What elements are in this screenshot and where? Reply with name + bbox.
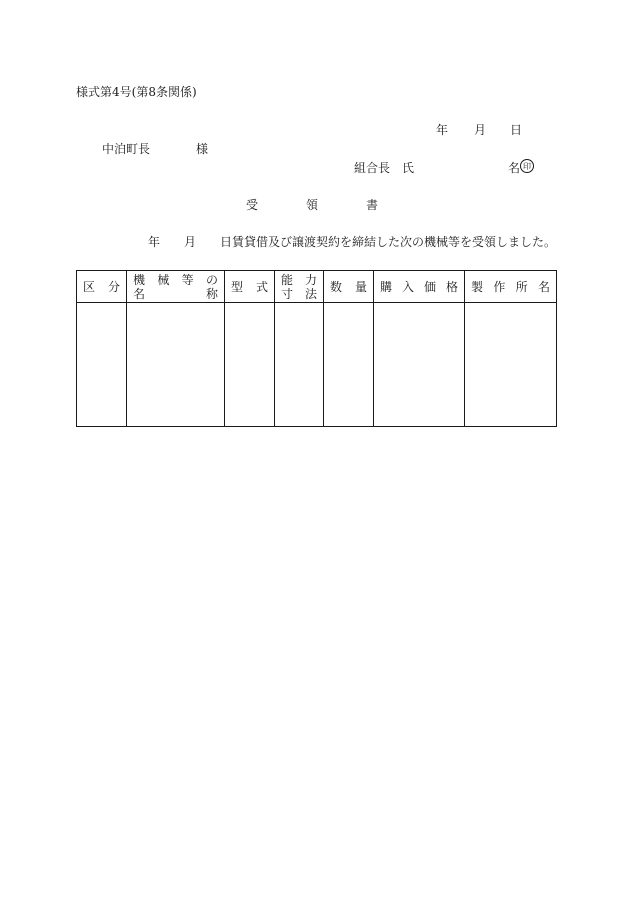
cell-capacity[interactable]: [275, 303, 324, 427]
header-manufacturer: 製 作 所 名: [465, 271, 557, 303]
body-year-label: 年: [148, 235, 161, 249]
header-machine-name: 機 械 等 の 名 称: [127, 271, 225, 303]
date-month-label: 月: [474, 123, 487, 137]
cell-quantity[interactable]: [324, 303, 374, 427]
signer-role: 組合長 氏: [354, 161, 415, 175]
date-day-label: 日: [510, 123, 523, 137]
header-model: 型 式: [225, 271, 275, 303]
seal-mark: 印: [520, 159, 534, 173]
form-number: 様式第4号(第8条関係): [76, 85, 197, 99]
addressee-honorific: 様: [196, 142, 209, 156]
cell-model[interactable]: [225, 303, 275, 427]
cell-purchase-price[interactable]: [374, 303, 465, 427]
date-year-label: 年: [436, 123, 449, 137]
addressee-name: 中泊町長: [102, 142, 151, 156]
header-capacity: 能 力 寸 法: [275, 271, 324, 303]
header-purchase-price: 購 入 価 格: [374, 271, 465, 303]
cell-manufacturer[interactable]: [465, 303, 557, 427]
cell-machine-name[interactable]: [127, 303, 225, 427]
header-category: 区 分: [77, 271, 127, 303]
title-char: 書: [366, 198, 379, 212]
body-paragraph: [148, 236, 556, 248]
header-quantity: 数 量: [324, 271, 374, 303]
title-char: 領: [306, 198, 319, 212]
cell-category[interactable]: [77, 303, 127, 427]
title-char: 受: [246, 198, 259, 212]
body-text: 日賃貸借及び譲渡契約を締結した次の機械等を受領しました。: [220, 235, 557, 249]
items-table: [76, 270, 557, 427]
table-header-row: [77, 271, 557, 303]
signer-name-label: 名: [508, 161, 521, 175]
table-row: [77, 303, 557, 427]
body-month-label: 月: [184, 235, 197, 249]
